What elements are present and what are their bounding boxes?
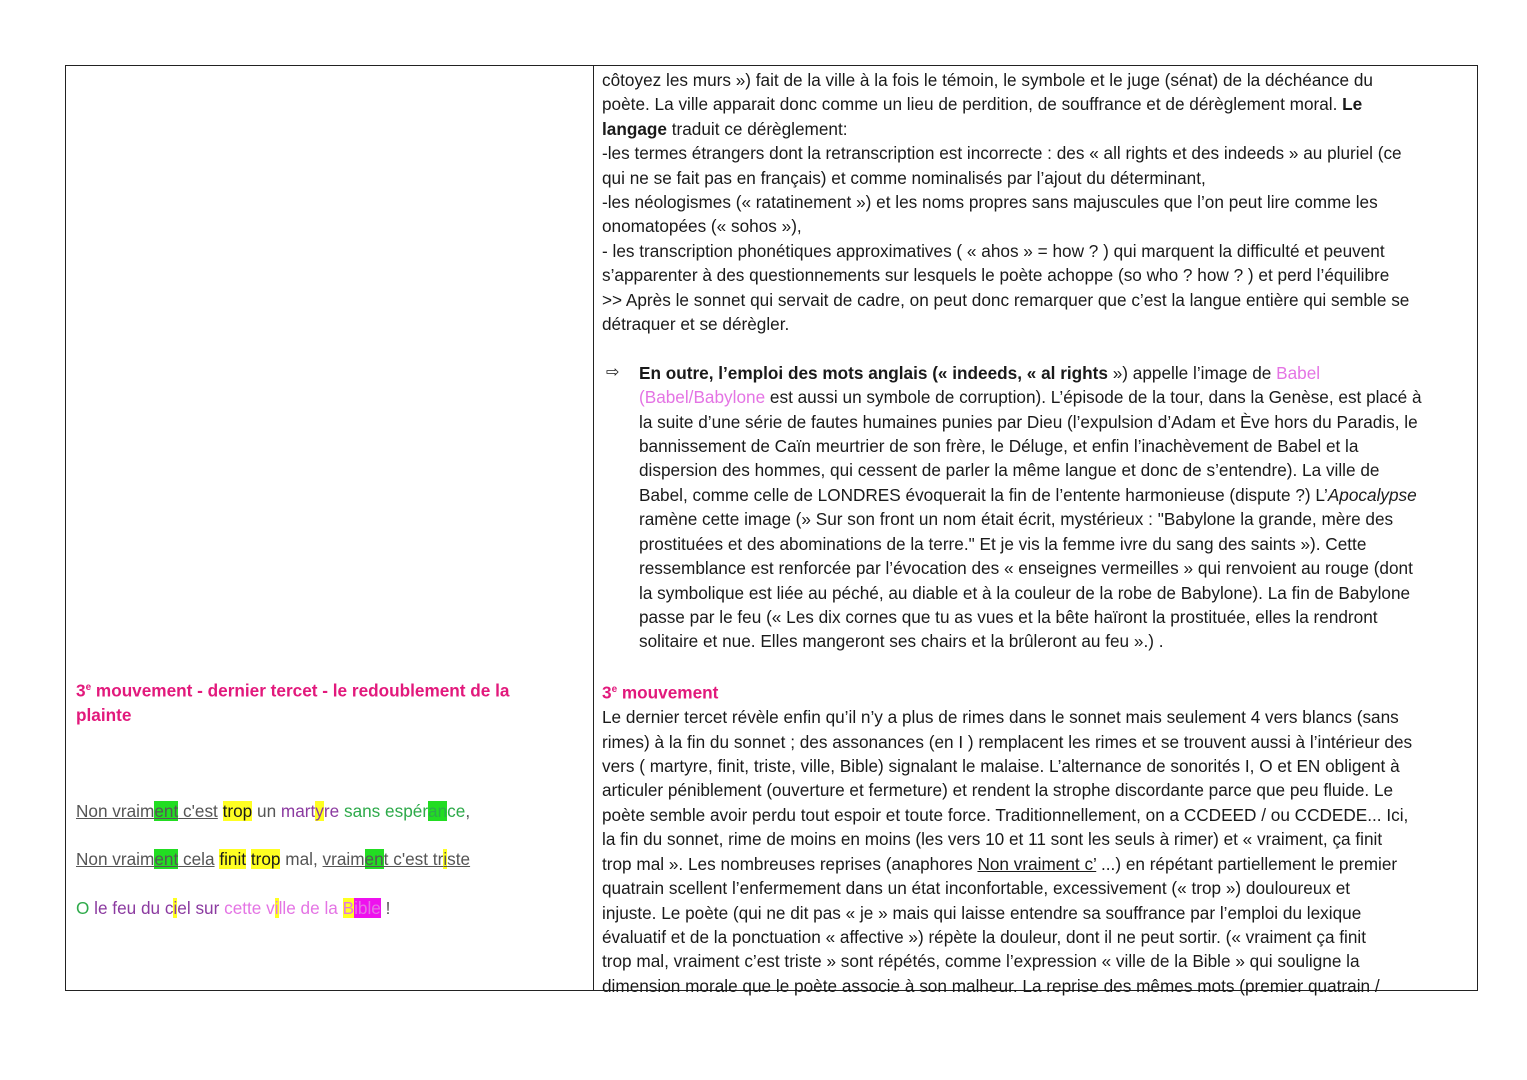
bullet-line4: bannissement de Caïn meurtrier de son frère, le Déluge, et enfin l’inachèvement de Babel et la: [639, 436, 1359, 457]
verse-line-2: Non vraiment cela finit trop mal, vraiment c'est triste: [76, 849, 471, 869]
mv3-line7: trop mal ». Les nombreuses reprises (anaphores Non vraiment c’ ...) en répétant partiellement le premier: [602, 853, 1398, 874]
bullet-line6: Babel, comme celle de LONDRES évoquerait la fin de l’entente harmonieuse (dispute ?) L’Apocalypse: [639, 484, 1417, 505]
bullet-line11: passe par le feu (« Les dix cornes que tu as vues et la bête haïront la prostituée, elles la rendront: [639, 606, 1378, 627]
left-title-line1: 3e mouvement - dernier tercet - le redoublement de la: [76, 680, 510, 701]
para1-line6: -les néologismes (« ratatinement ») et les noms propres sans majuscules que l’on peut lire comme les: [602, 192, 1378, 213]
bullet-block: [602, 361, 1472, 654]
verse-line-3: O le feu du ciel sur cette ville de la Bible !: [76, 898, 391, 918]
mv3-line12: dimension morale que le poète associe à son malheur. La reprise des mêmes mots (premier quatrain /: [602, 975, 1380, 996]
para1-line7: onomatopées (« sohos »),: [602, 216, 802, 237]
arrow-bullet-icon: ⇨: [606, 363, 620, 381]
verse-line-1: Non vraiment c'est trop un martyre sans espérance,: [76, 801, 471, 821]
mv3-line10: évaluatif et de la ponctuation « affective ») répète la douleur, dont il ne peut sortir. (« vraiment ça finit: [602, 926, 1367, 947]
para1-line5: qui ne se fait pas en français) et comme nominalisés par l’ajout du déterminant,: [602, 167, 1206, 188]
para1-line10: >> Après le sonnet qui servait de cadre, on peut donc remarquer que c’est la langue entière qui semble se: [602, 289, 1410, 310]
column-divider: [593, 66, 594, 990]
bullet-line10: la symbolique est liée au péché, au diable et à la couleur de la robe de Babylone). La fin de Babylone: [639, 582, 1411, 603]
mv3-line8: quatrain scellent l’enfermement dans un état inconfortable, excessivement (« trop ») douloureux et: [602, 878, 1351, 899]
mv3-line2: rimes) à la fin du sonnet ; des assonances (en I ) remplacent les rimes et se trouvent aussi à l’intérieur des: [602, 731, 1413, 752]
mv3-line9: injuste. Le poète (qui ne dit pas « je » mais qui laisse entendre sa souffrance par l’emploi du lexique: [602, 902, 1362, 923]
bullet-line2: (Babel/Babylone est aussi un symbole de corruption). L’épisode de la tour, dans la Genèse, est placé à: [639, 387, 1422, 408]
bullet-line7: ramène cette image (» Sur son front un nom était écrit, mystérieux : "Babylone la grande, mère des: [639, 509, 1394, 530]
para1-line11: détraquer et se dérègler.: [602, 314, 790, 335]
bullet-line1: En outre, l’emploi des mots anglais (« indeeds, « al rights ») appelle l’image de Babel: [639, 362, 1321, 383]
mv3-line11: trop mal, vraiment c’est triste » sont répétés, comme l’expression « ville de la Bible » qui souligne la: [602, 951, 1360, 972]
bullet-line12: solitaire et nue. Elles mangeront ses chairs et la brûleront au feu ».) .: [639, 631, 1164, 652]
left-title-line2: plainte: [76, 705, 132, 726]
mv3-line3: vers ( martyre, finit, triste, ville, Bible) signalant le malaise. L’alternance de sonorités I, O et EN obligent à: [602, 756, 1400, 777]
para1-line8: - les transcription phonétiques approximatives ( « ahos » = how ? ) qui marquent la difficulté et peuvent: [602, 240, 1385, 261]
mv3-line1: Le dernier tercet révèle enfin qu’il n’y a plus de rimes dans le sonnet mais seulement 4 vers blancs (sans: [602, 707, 1399, 728]
table-frame: [65, 65, 1478, 996]
bullet-line9: ressemblance est renforcée par l’évocation des « enseignes vermeilles » qui renvoient au rouge (dont: [639, 558, 1413, 579]
mv3-title: 3e mouvement: [602, 682, 719, 703]
bullet-line3: la suite d’une série de fautes humaines punies par Dieu (l’expulsion d’Adam et Ève hors du Paradis, le: [639, 411, 1418, 432]
para1-line9: s’apparenter à des questionnements sur lesquels le poète achoppe (so who ? how ? ) et perd l’équilibre: [602, 265, 1390, 286]
left-section-title: [76, 676, 546, 728]
mv3-line5: poète semble avoir perdu tout espoir et toute force. Traditionnellement, on a CCDEED / ou CCDEDE... Ici,: [602, 804, 1409, 825]
para1-line3: langage traduit ce dérèglement:: [602, 118, 848, 139]
mv3-line6: la fin du sonnet, rime de moins en moins (les vers 10 et 11 sont les seuls à rimer) et « vraiment, ça finit: [602, 829, 1383, 850]
bullet-line5: dispersion des hommes, qui cessent de parler la même langue et donc de s’entendre). La ville de: [639, 460, 1380, 481]
bullet-line8: prostituées et des abominations de la terre." Et je vis la femme ivre du sang des saints »). Cette: [639, 533, 1367, 554]
right-column: [602, 68, 1472, 998]
para1-line2: poète. La ville apparait donc comme un lieu de perdition, de souffrance et de dérèglement moral. Le: [602, 94, 1363, 115]
mv3-line4: articuler péniblement (ouverture et fermeture) et rendent la strophe discordante parce que peu fluide. Le: [602, 780, 1394, 801]
para1-line1: côtoyez les murs ») fait de la ville à la fois le témoin, le symbole et le juge (sénat) de la déchéance du: [602, 70, 1373, 90]
para1-line4: -les termes étrangers dont la retranscription est incorrecte : des « all rights et des indeeds » au pluriel (ce: [602, 143, 1402, 164]
